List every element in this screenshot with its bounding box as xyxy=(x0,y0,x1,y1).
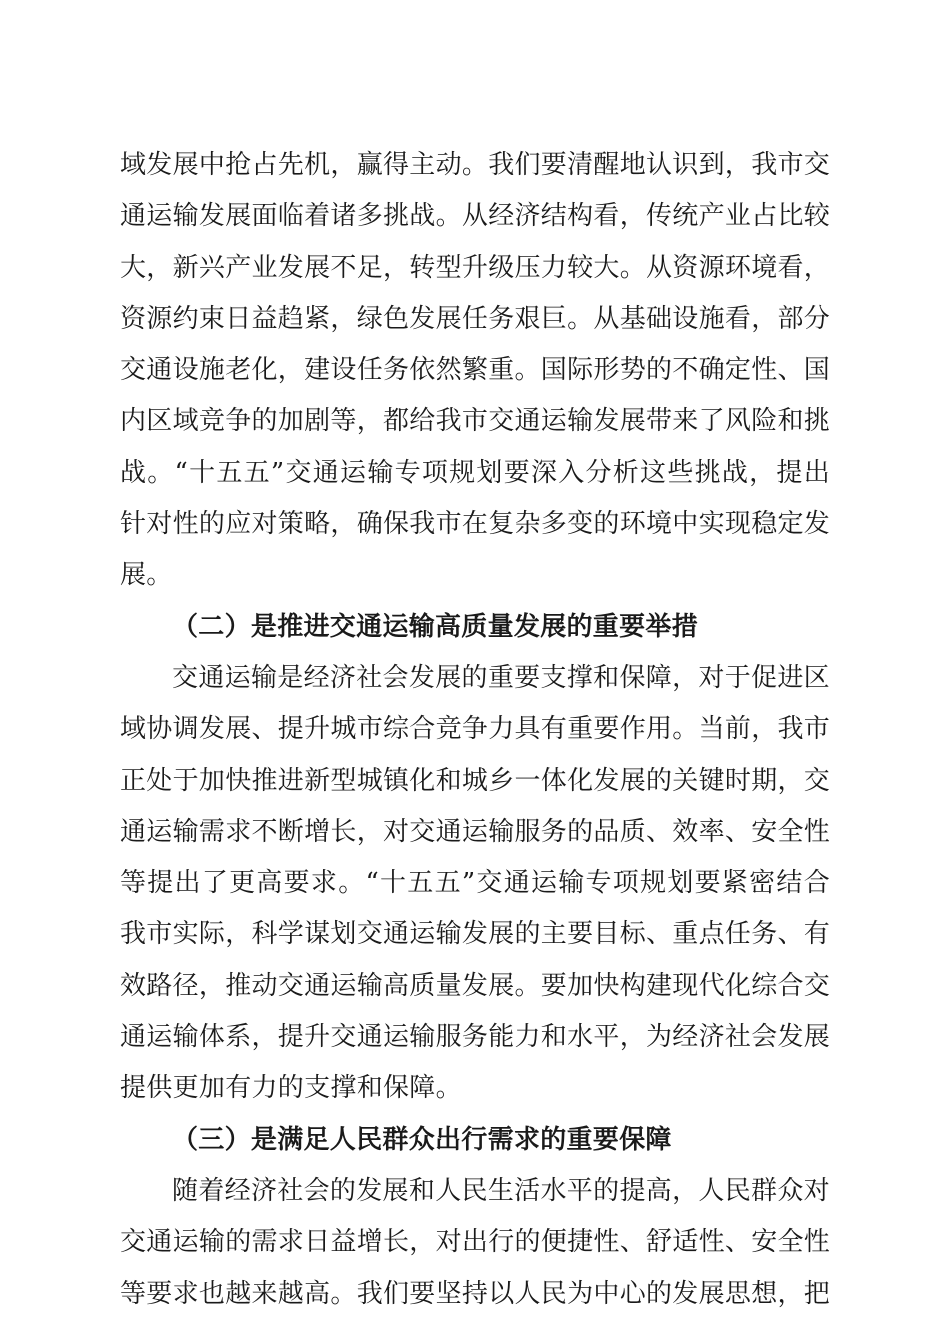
document-page xyxy=(120,140,830,1320)
body-text-line: 域发展中抢占先机，赢得主动。我们要清醒地认识到，我市交 xyxy=(120,150,830,180)
section-heading-2: （二）是推进交通运输高质量发展的重要举措 xyxy=(172,611,699,642)
body-text-line: 通运输体系，提升交通运输服务能力和水平，为经济社会发展 xyxy=(120,1022,830,1053)
body-text-line: 交通运输的需求日益增长，对出行的便捷性、舒适性、安全性 xyxy=(120,1227,830,1258)
body-text-line: 随着经济社会的发展和人民生活水平的提高，人民群众对 xyxy=(172,1175,830,1206)
body-text-line: 正处于加快推进新型城镇化和城乡一体化发展的关键时期，交 xyxy=(120,765,830,796)
body-text-line: 展。 xyxy=(120,560,173,591)
body-text-line: 资源约束日益趋紧，绿色发展任务艰巨。从基础设施看，部分 xyxy=(120,303,830,334)
body-text-line: 等提出了更高要求。“十五五”交通运输专项规划要紧密结合 xyxy=(120,868,830,899)
body-text-line: 我市实际，科学谋划交通运输发展的主要目标、重点任务、有 xyxy=(120,919,830,950)
body-text-line: 通运输发展面临着诸多挑战。从经济结构看，传统产业占比较 xyxy=(120,201,830,232)
body-text-line: 针对性的应对策略，确保我市在复杂多变的环境中实现稳定发 xyxy=(120,509,830,540)
body-text-line: 效路径，推动交通运输高质量发展。要加快构建现代化综合交 xyxy=(120,970,830,1001)
body-text-line: 通运输需求不断增长，对交通运输服务的品质、效率、安全性 xyxy=(120,816,830,847)
body-text-line: 域协调发展、提升城市综合竞争力具有重要作用。当前，我市 xyxy=(120,714,830,745)
body-text-line: 战。“十五五”交通运输专项规划要深入分析这些挑战，提出 xyxy=(120,457,830,488)
body-text-line: 交通设施老化，建设任务依然繁重。国际形势的不确定性、国 xyxy=(120,355,830,386)
body-text-line: 大，新兴产业发展不足，转型升级压力较大。从资源环境看， xyxy=(120,252,830,283)
section-heading-3: （三）是满足人民群众出行需求的重要保障 xyxy=(172,1124,672,1155)
body-text-line: 等要求也越来越高。我们要坚持以人民为中心的发展思想，把 xyxy=(120,1278,830,1309)
body-text-line: 提供更加有力的支撑和保障。 xyxy=(120,1073,462,1104)
body-text-line: 交通运输是经济社会发展的重要支撑和保障，对于促进区 xyxy=(172,662,830,693)
body-text-line: 内区域竞争的加剧等，都给我市交通运输发展带来了风险和挑 xyxy=(120,406,830,437)
